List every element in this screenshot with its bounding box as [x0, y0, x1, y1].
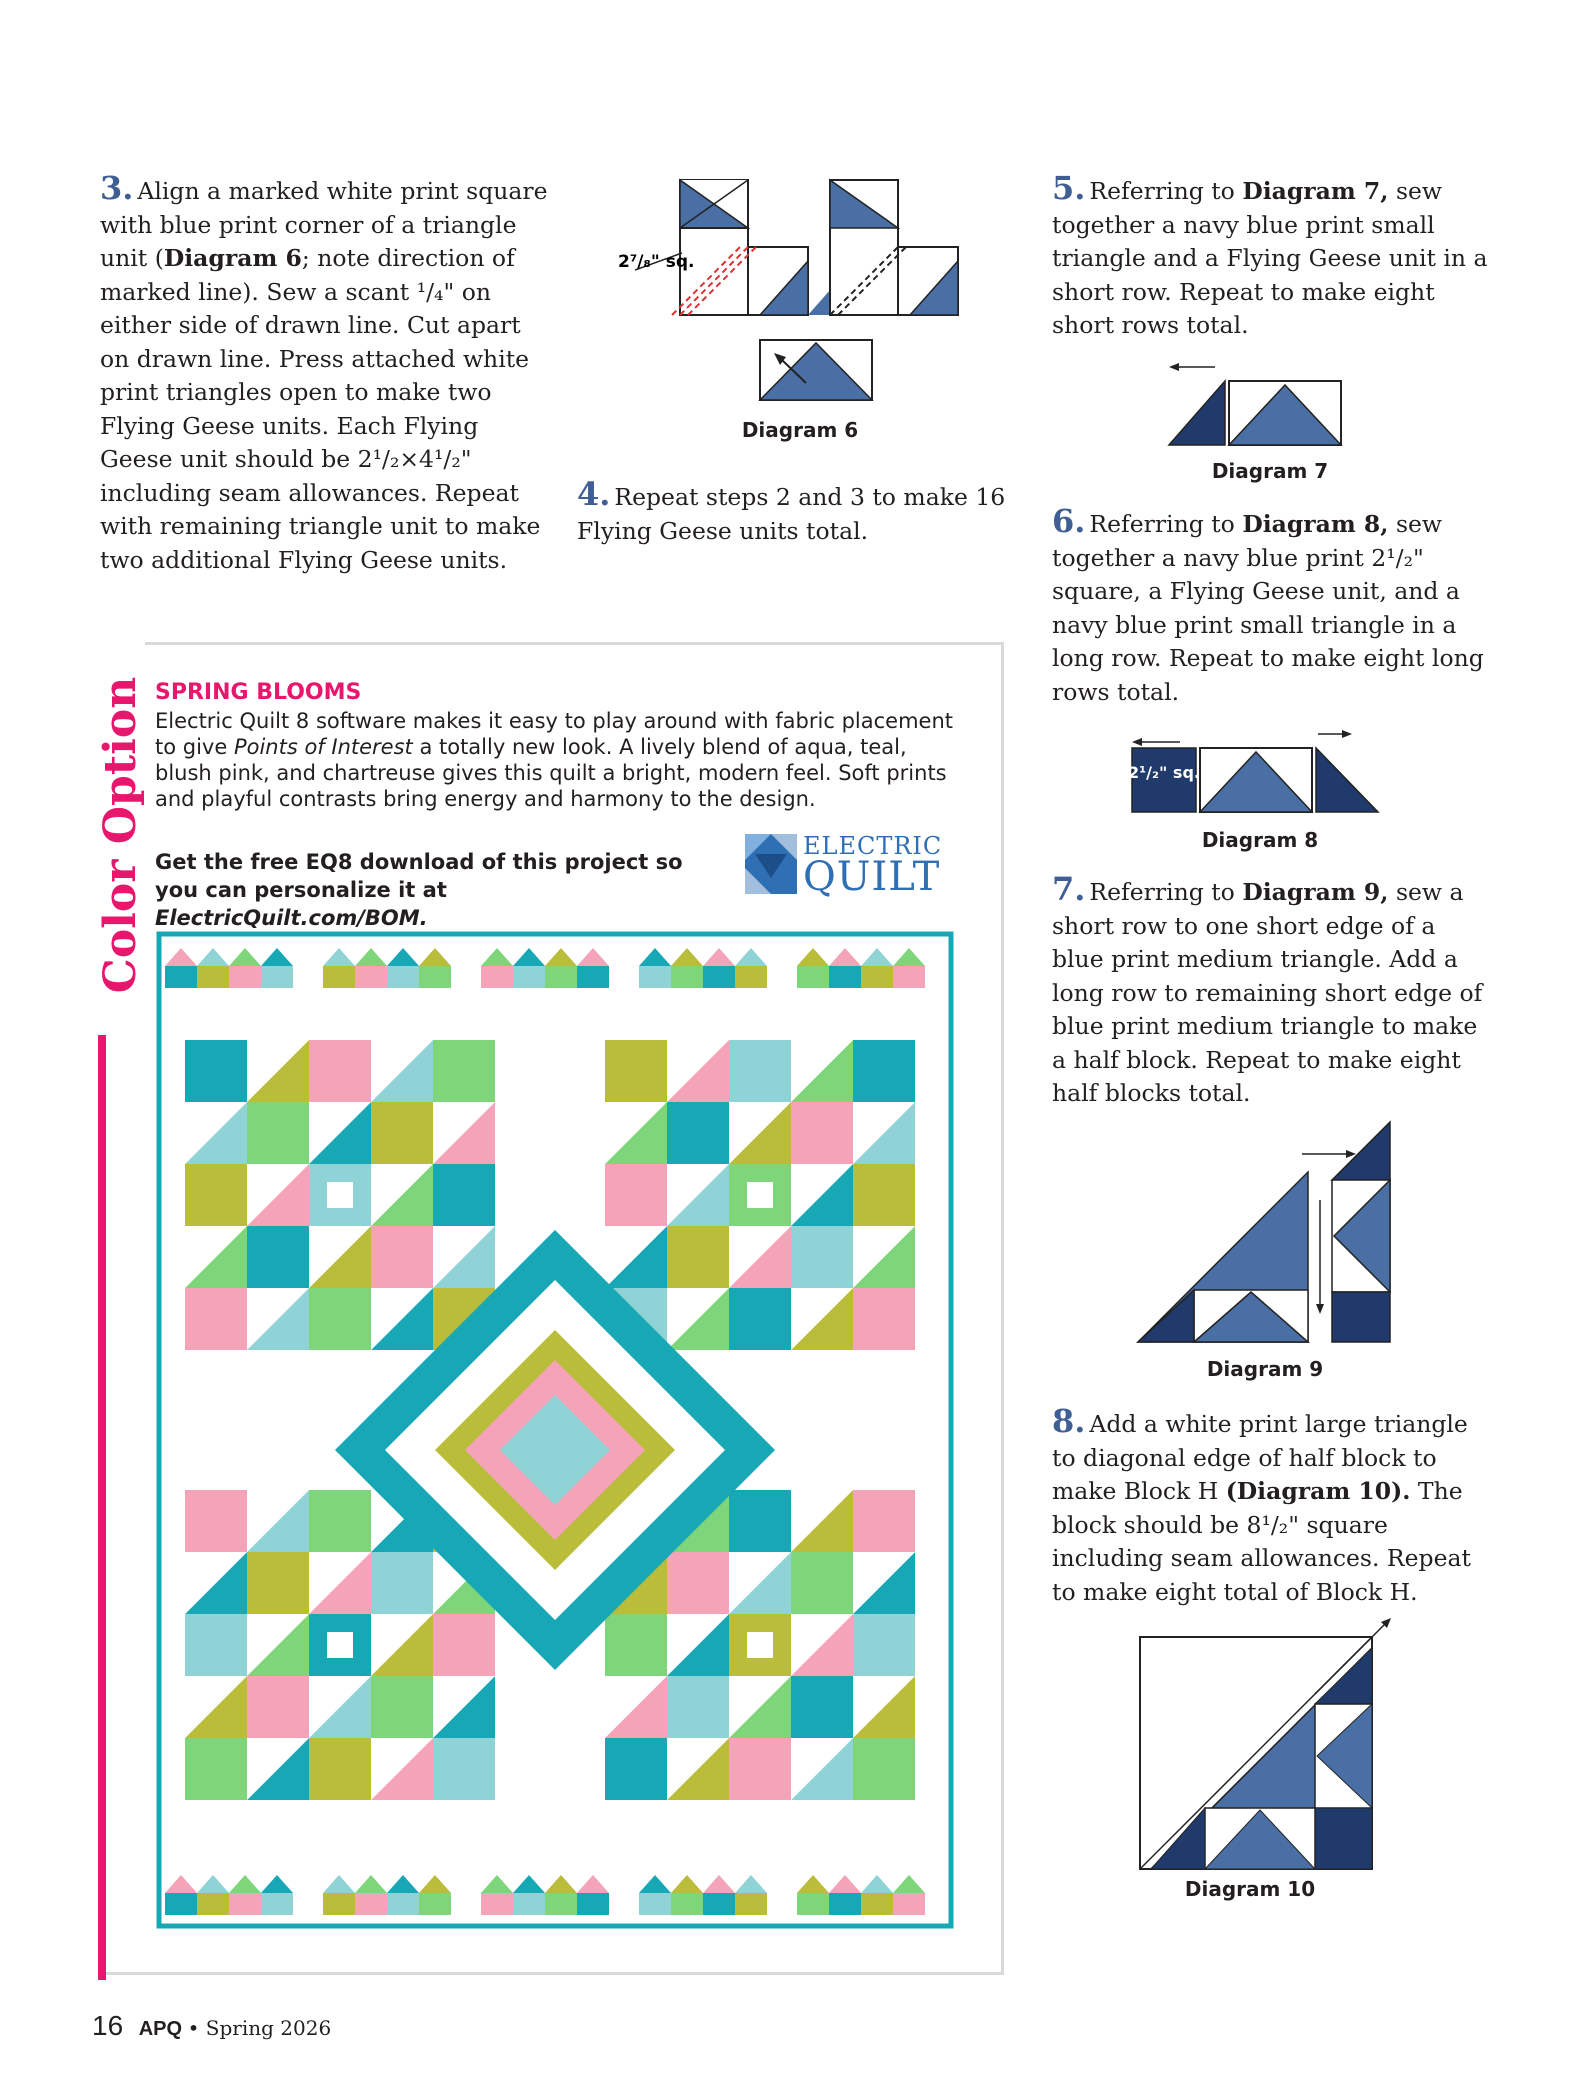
quilt-patch [797, 1893, 829, 1915]
quilt-patch [371, 1226, 433, 1288]
diagram-10-caption: Diagram 10 [1184, 1877, 1316, 1901]
quilt-patch [247, 1552, 309, 1614]
diagram-6-caption: Diagram 6 [741, 418, 859, 442]
quilt-patch [667, 1102, 729, 1164]
quilt-patch [309, 1040, 371, 1102]
step-3-number: 3. [100, 169, 134, 207]
logo-text-bottom: QUILT [803, 854, 941, 900]
quilt-patch [893, 966, 925, 988]
quilt-patch [513, 1893, 545, 1915]
quilt-patch [433, 1738, 495, 1800]
quilt-patch [829, 1893, 861, 1915]
magazine-name: APQ [138, 2018, 183, 2040]
step-6: 6. Referring to Diagram 8, sew together a navy blue print 2¹/₂" square, a Flying Geese unit, and a navy blue print small triangle in a long row. Repeat to make eight long rows total. [1052, 502, 1484, 706]
quilt-patch [165, 1893, 197, 1915]
quilt-patch [703, 1893, 735, 1915]
quilt-patch [853, 1164, 915, 1226]
quilt-patch [387, 1893, 419, 1915]
diagram-9-caption: Diagram 9 [1206, 1357, 1324, 1381]
quilt-patch [605, 1040, 667, 1102]
sidebar-body: Electric Quilt 8 software makes it easy to play around with fabric placement to give Points of Interest a totally new look. A lively blend of aqua, teal, blush pink, and chartreuse gives this quilt a bright, modern feel. Soft prints and playful contrasts bring energy and harmony to the design. [155, 709, 953, 811]
quilt-patch [247, 1676, 309, 1738]
quilt-patch [545, 966, 577, 988]
quilt-patch [671, 1893, 703, 1915]
quilt-patch [355, 966, 387, 988]
diagram-8 [1128, 728, 1408, 818]
sidebar-text [155, 680, 955, 812]
step-7: 7. Referring to Diagram 9, sew a short row to one short edge of a blue print medium triangle. Add a long row to remaining short edge of blue print medium triangle to make a half block. Repeat to make eight half blocks total. [1052, 870, 1483, 1107]
quilt-patch [309, 1490, 371, 1552]
quilt-patch [703, 966, 735, 988]
quilt-patch [261, 966, 293, 988]
step-5: 5. Referring to Diagram 7, sew together a navy blue print small triangle and a Flying Geese unit in a short row. Repeat to make eight short rows total. [1052, 169, 1488, 339]
diagram-7 [1165, 355, 1365, 450]
quilt-patch [667, 1552, 729, 1614]
quilt-patch [735, 1893, 767, 1915]
logo-text-top: ELECTRIC [803, 832, 943, 860]
quilt-patch [853, 1490, 915, 1552]
quilt-patch [729, 1040, 791, 1102]
quilt-patch [791, 1552, 853, 1614]
quilt-patch [639, 966, 671, 988]
quilt-patch [797, 966, 829, 988]
quilt-patch [247, 1226, 309, 1288]
quilt-patch [229, 1893, 261, 1915]
page-number: 16 [92, 2010, 124, 2041]
diagram-8-caption: Diagram 8 [1201, 828, 1319, 852]
quilt-patch [433, 1040, 495, 1102]
quilt-patch [735, 966, 767, 988]
quilt-patch [327, 1632, 353, 1658]
quilt-patch [387, 966, 419, 988]
quilt-patch [853, 1738, 915, 1800]
quilt-patch [791, 1226, 853, 1288]
step-8: 8. Add a white print large triangle to diagonal edge of half block to make Block H (Diagram 10). The block should be 8¹/₂" square including seam allowances. Repeat to make eight total of Block H. [1052, 1402, 1471, 1606]
quilt-patch [829, 966, 861, 988]
step-5-number: 5. [1052, 169, 1086, 207]
quilt-patch [513, 966, 545, 988]
quilt-patch [605, 1738, 667, 1800]
sidebar-heading: SPRING BLOOMS [155, 680, 362, 705]
quilt-patch [577, 1893, 609, 1915]
diagram-8-label: 2¹/₂" sq. [1128, 763, 1200, 782]
quilt-patch [419, 966, 451, 988]
quilt-patch [433, 1614, 495, 1676]
step-8-number: 8. [1052, 1402, 1086, 1440]
diagram-6 [610, 175, 970, 410]
quilt-patch [247, 1102, 309, 1164]
quilt-patch [309, 1738, 371, 1800]
quilt-patch [197, 1893, 229, 1915]
step-6-number: 6. [1052, 502, 1086, 540]
quilt-patch [667, 1676, 729, 1738]
quilt-patch [323, 966, 355, 988]
electric-quilt-logo [745, 832, 950, 900]
quilt-patch [853, 1614, 915, 1676]
page-footer [92, 2010, 331, 2042]
quilt-patch [861, 1893, 893, 1915]
diagram-7-caption: Diagram 7 [1211, 459, 1329, 483]
step-7-number: 7. [1052, 870, 1086, 908]
sidebar-vertical-title: Color Option [95, 635, 145, 1035]
quilt-patch [853, 1040, 915, 1102]
step-4-number: 4. [577, 475, 611, 513]
quilt-patch [729, 1490, 791, 1552]
step-4: 4. Repeat steps 2 and 3 to make 16 Flying Geese units total. [577, 475, 1006, 545]
quilt-patch [577, 966, 609, 988]
quilt-patch [185, 1288, 247, 1350]
quilt-patch [639, 1893, 671, 1915]
sidebar-cta: Get the free EQ8 download of this project so you can personalize it at ElectricQuilt.com/BOM. [155, 850, 683, 930]
quilt-patch [185, 1490, 247, 1552]
quilt-patch [323, 1893, 355, 1915]
quilt-patch [605, 1614, 667, 1676]
quilt-patch [481, 966, 513, 988]
quilt-patch [729, 1738, 791, 1800]
quilt-patch [185, 1164, 247, 1226]
quilt-patch [371, 1552, 433, 1614]
quilt-patch [165, 966, 197, 988]
quilt-patch [197, 966, 229, 988]
quilt-patch [185, 1614, 247, 1676]
quilt-patch [747, 1182, 773, 1208]
quilt-patch [355, 1893, 387, 1915]
quilt-patch [371, 1676, 433, 1738]
diagram-6-label: 2⁷/₈" sq. [618, 252, 695, 272]
quilt-patch [667, 1226, 729, 1288]
issue-date: • Spring 2026 [187, 2016, 332, 2040]
quilt-patch [371, 1102, 433, 1164]
quilt-patch [791, 1102, 853, 1164]
step-3: 3. Align a marked white print square with blue print corner of a triangle unit (Diagram 6; note direction of marked line). Sew a scant ¹/₄" on either side of drawn line. Cut apart on drawn line. Press attached white print triangles open to make two Flying Geese units. Each Flying Geese unit should be 2¹/₂×4¹/₂" including seam allowances. Repeat with remaining triangle unit to make two additional Flying Geese units. [100, 169, 548, 574]
quilt-patch [729, 1288, 791, 1350]
quilt-patch [261, 1893, 293, 1915]
quilt-illustration [155, 930, 955, 1930]
quilt-patch [671, 966, 703, 988]
quilt-patch [309, 1288, 371, 1350]
quilt-patch [419, 1893, 451, 1915]
quilt-patch [747, 1632, 773, 1658]
quilt-patch [433, 1164, 495, 1226]
electric-quilt-logo-mark [745, 834, 797, 894]
quilt-patch [861, 966, 893, 988]
quilt-patch [185, 1738, 247, 1800]
quilt-patch [791, 1676, 853, 1738]
quilt-patch [229, 966, 261, 988]
quilt-patch [893, 1893, 925, 1915]
quilt-patch [327, 1182, 353, 1208]
quilt-patch [545, 1893, 577, 1915]
quilt-patch [605, 1164, 667, 1226]
diagram-9 [1132, 1120, 1402, 1345]
quilt-patch [853, 1288, 915, 1350]
quilt-patch [185, 1040, 247, 1102]
quilt-patch [481, 1893, 513, 1915]
electricquilt-link[interactable]: ElectricQuilt.com/BOM. [155, 906, 428, 930]
diagram-10 [1135, 1612, 1395, 1872]
